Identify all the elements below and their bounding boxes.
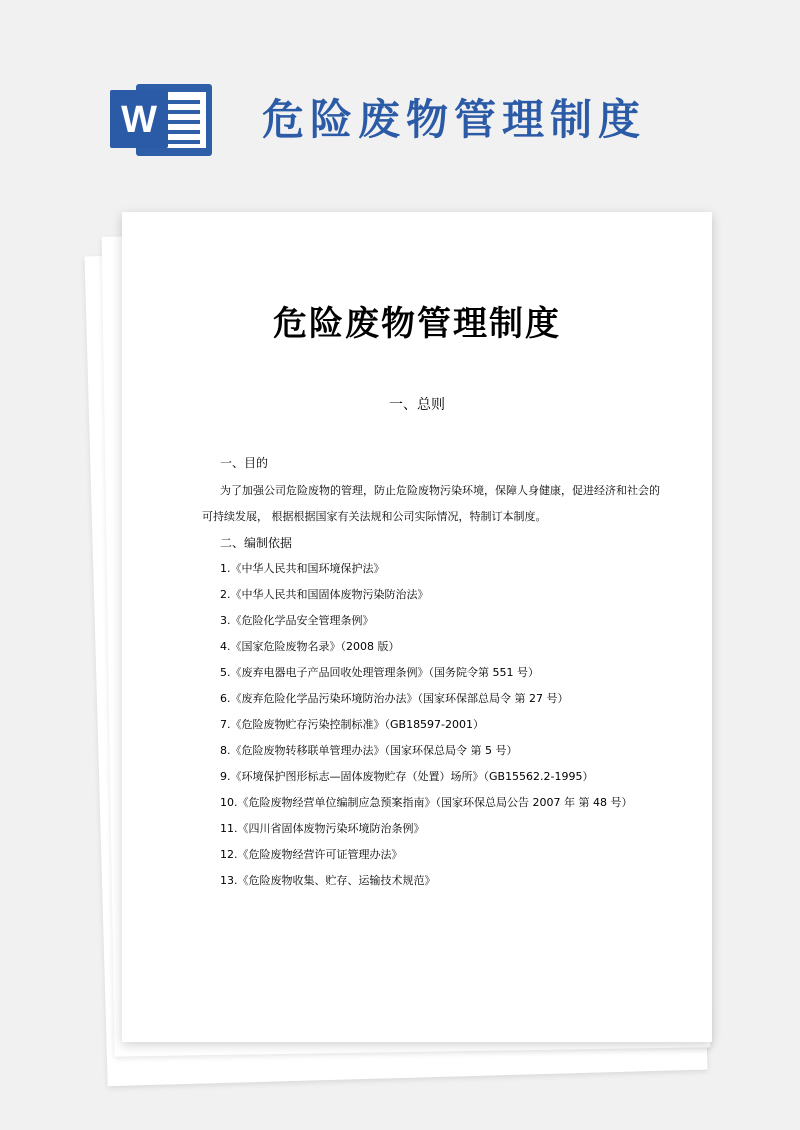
list-item: 3.《危险化学品安全管理条例》 [220,614,374,627]
list-item: 4.《国家危险废物名录》（2008 版） [220,640,400,653]
chapter-heading: 一、总则 [389,397,445,413]
list-item: 1.《中华人民共和国环境保护法》 [220,562,385,575]
list-item: 12.《危险废物经营许可证管理办法》 [220,848,403,861]
list-item: 2.《中华人民共和国固体废物污染防治法》 [220,588,429,601]
list-item: 10.《危险废物经营单位编制应急预案指南》（国家环保总局公告 2007 年 第 48 号） [220,796,633,809]
section-heading-purpose: 一、目的 [220,456,269,470]
paragraph-line: 可持续发展， 根据根据国家有关法规和公司实际情况，特制订本制度。 [202,510,547,523]
list-item: 7.《危险废物贮存污染控制标准》（GB18597-2001） [220,718,485,731]
document-page [122,212,712,1042]
list-item: 11.《四川省固体废物污染环境防治条例》 [220,822,425,835]
list-item: 8.《危险废物转移联单管理办法》（国家环保总局令 第 5 号） [220,744,518,757]
list-item: 13.《危险废物收集、贮存、运输技术规范》 [220,874,436,887]
document-title: 危险废物管理制度 [273,304,561,344]
word-document-icon [110,80,214,158]
list-item: 5.《废弃电器电子产品回收处理管理条例》（国务院令第 551 号） [220,666,539,679]
banner [0,0,800,190]
list-item: 9.《环境保护图形标志—固体废物贮存（处置）场所》（GB15562.2-1995） [220,770,594,783]
paragraph-line: 为了加强公司危险废物的管理，防止危险废物污染环境，保障人身健康，促进经济和社会的 [220,484,660,497]
section-heading-basis: 二、编制依据 [220,536,293,550]
logo-letter: W [121,99,157,141]
banner-title: 危险废物管理制度 [262,95,647,144]
list-item: 6.《废弃危险化学品污染环境防治办法》（国家环保部总局令 第 27 号） [220,692,569,705]
